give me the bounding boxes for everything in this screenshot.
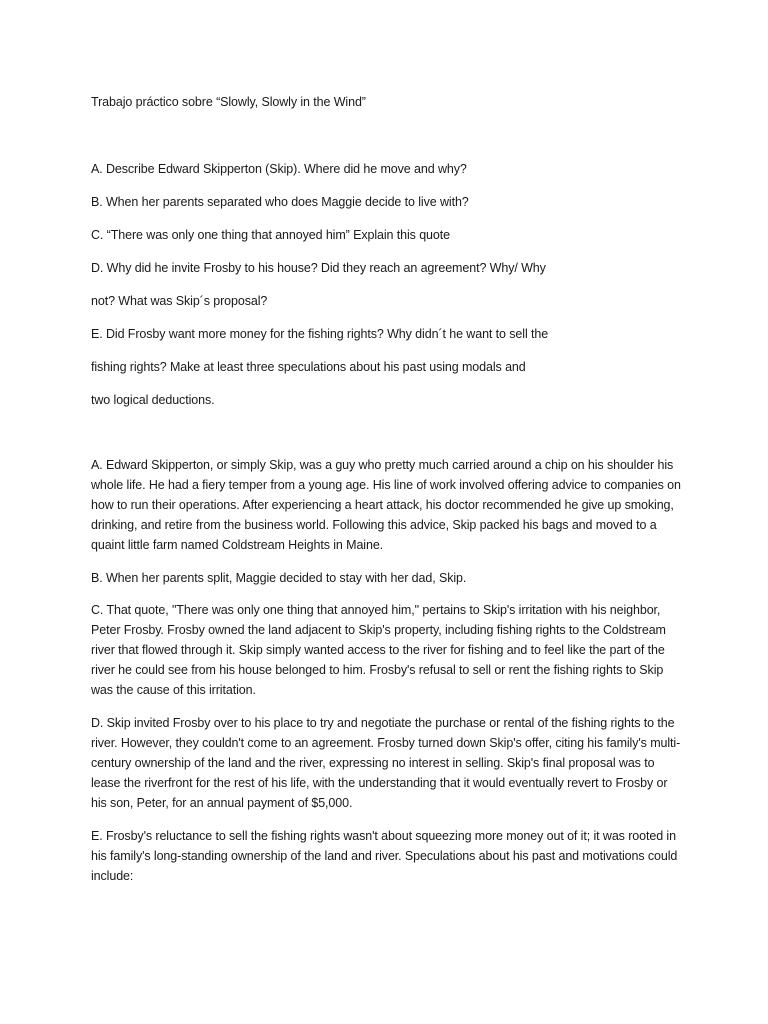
question-d-line-1: D. Why did he invite Frosby to his house? Did they reach an agreement? Why/ Why — [91, 261, 546, 275]
answer-b: B. When her parents split, Maggie decided to stay with her dad, Skip. — [91, 571, 467, 585]
document-title: Trabajo práctico sobre “Slowly, Slowly in the Wind” — [91, 95, 366, 109]
question-c: C. “There was only one thing that annoyed him” Explain this quote — [91, 228, 450, 242]
answer-e: E. Frosby's reluctance to sell the fishing rights wasn't about squeezing more money out of it; it was rooted in his family's long-standing ownership of the land and river. Speculations about his past and motivations could include: — [91, 829, 678, 883]
question-e-line-3: two logical deductions. — [91, 393, 215, 407]
question-e-line-2: fishing rights? Make at least three speculations about his past using modals and — [91, 360, 526, 374]
answer-a: A. Edward Skipperton, or simply Skip, was a guy who pretty much carried around a chip on his shoulder his whole life. He had a fiery temper from a young age. His line of work involved offering advice to companies on how to run their operations. After experiencing a heart attack, his doctor recommended he give up smoking, drinking, and retire from the business world. Following this advice, Skip packed his bags and moved to a quaint little farm named Coldstream Heights in Maine. — [91, 458, 681, 552]
question-a: A. Describe Edward Skipperton (Skip). Where did he move and why? — [91, 162, 467, 176]
answer-c: C. That quote, "There was only one thing that annoyed him," pertains to Skip's irritation with his neighbor, Peter Frosby. Frosby owned the land adjacent to Skip's property, including fishing rights to the Coldstream river that flowed through it. Skip simply wanted access to the river for fishing and to feel like the part of the river he could see from his house belonged to him. Frosby's refusal to sell or rent the fishing rights to Skip was the cause of this irritation. — [91, 603, 666, 697]
question-d-line-2: not? What was Skip´s proposal? — [91, 294, 268, 308]
answer-d: D. Skip invited Frosby over to his place to try and negotiate the purchase or rental of the fishing rights to the river. However, they couldn't come to an agreement. Frosby turned down Skip's offer, citing his family's multi-century ownership of the land and the river, expressing no interest in selling. Skip's final proposal was to lease the riverfront for the rest of his life, with the understanding that it would eventually revert to Frosby or his son, Peter, for an annual payment of $5,000. — [91, 716, 681, 810]
question-e-line-1: E. Did Frosby want more money for the fishing rights? Why didn´t he want to sell the — [91, 327, 549, 341]
question-b: B. When her parents separated who does Maggie decide to live with? — [91, 195, 469, 209]
